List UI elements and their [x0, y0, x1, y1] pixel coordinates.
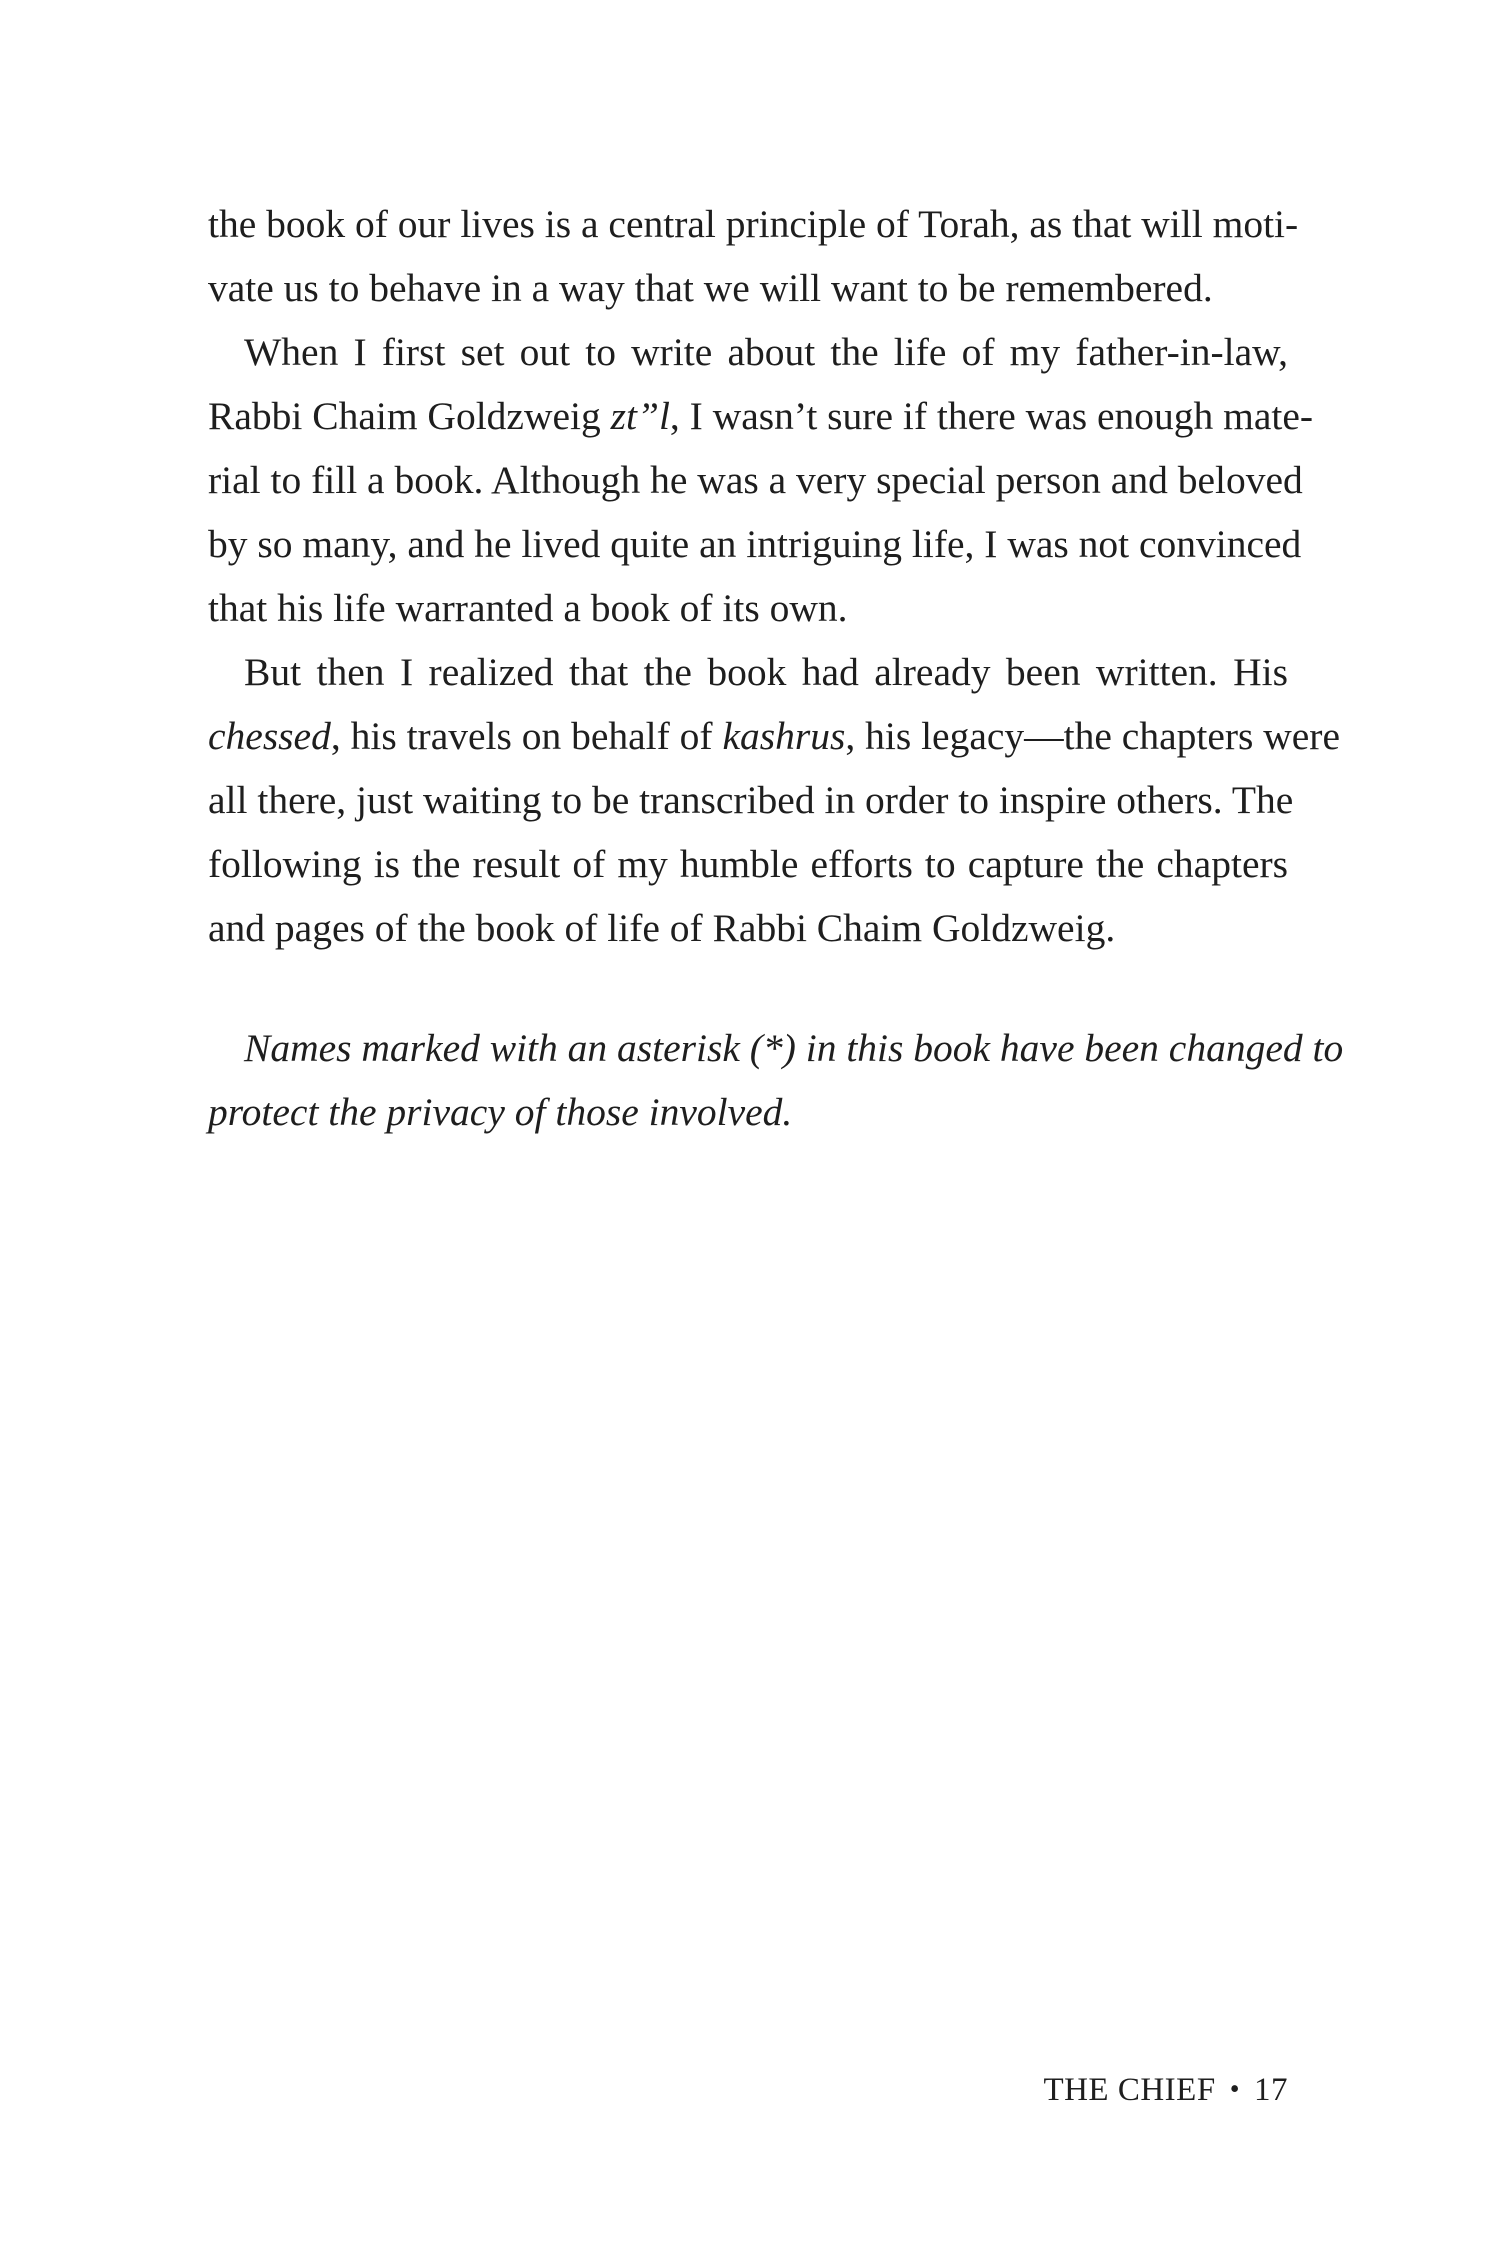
text-line: vate us to behave in a way that we will want to be remembered. — [208, 266, 1213, 310]
text-line: When I first set out to write about the life of my father-in-law, — [244, 330, 1288, 374]
text-line: that his life warranted a book of its own. — [208, 586, 848, 630]
text-line — [208, 384, 1314, 448]
text-line: and pages of the book of life of Rabbi Chaim Goldzweig. — [208, 906, 1116, 950]
text-run: , his travels on behalf of — [330, 714, 723, 758]
paragraph-1 — [208, 192, 1299, 320]
page-number: 17 — [1254, 2072, 1288, 2108]
running-title: THE CHIEF — [1043, 2072, 1216, 2108]
text-run: Rabbi Chaim Goldzweig — [208, 394, 611, 438]
italic-term-kashrus: kashrus — [722, 714, 846, 758]
text-line: following is the result of my humble efforts to capture the chapters — [208, 842, 1288, 886]
text-line: But then I realized that the book had already been written. His — [244, 650, 1288, 694]
paragraph-2 — [208, 320, 1314, 640]
italic-term-ztl: zt”l — [610, 394, 670, 438]
body-text — [208, 192, 1340, 960]
text-line: all there, just waiting to be transcribed in order to inspire others. The — [208, 778, 1294, 822]
text-run: , I wasn’t sure if there was enough mate- — [669, 394, 1314, 438]
text-line — [208, 704, 1340, 768]
text-run: , his legacy—the chapters were — [845, 714, 1340, 758]
text-line: the book of our lives is a central principle of Torah, as that will moti- — [208, 202, 1299, 246]
bullet-separator-icon: • — [1229, 2074, 1240, 2105]
text-line: by so many, and he lived quite an intriguing life, I was not convinced — [208, 522, 1302, 566]
italic-term-chessed: chessed — [208, 714, 331, 758]
paragraph-3 — [208, 640, 1340, 960]
italic-note — [208, 1016, 1344, 1144]
text-line: rial to fill a book. Although he was a very special person and beloved — [208, 458, 1303, 502]
page-footer — [1043, 2068, 1288, 2112]
note-line: protect the privacy of those involved. — [208, 1090, 793, 1134]
note-line: Names marked with an asterisk (*) in this book have been changed to — [244, 1026, 1344, 1070]
